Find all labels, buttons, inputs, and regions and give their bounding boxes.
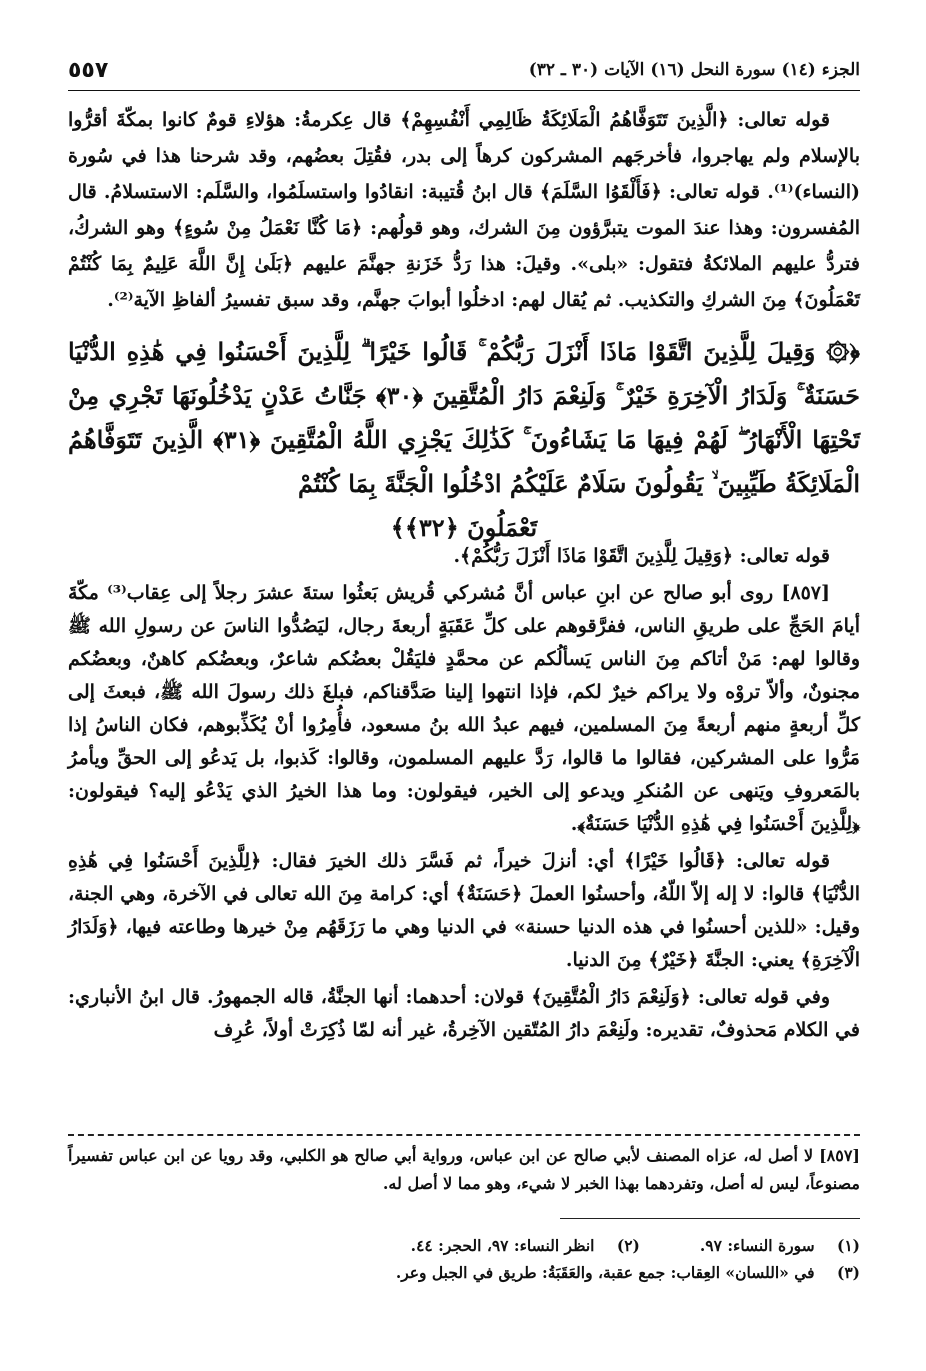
footnote-rule (560, 1218, 860, 1219)
intro-paragraph: قوله تعالى: ﴿الَّذِينَ تَتَوَفَّاهُمُ الْمَلَائِكَةُ ظَالِمِي أَنْفُسِهِمْ﴾ قال عِكرمةُ: هؤلاءِ قومٌ كانوا بمكّةَ أقرُّوا بالإسلام ولم يهاجروا، فأخرجَهم المشركون كرهاً إلى بدر، فقُتِلَ بعضُهم، وقد شرحنا هذا في سُورة (النساء)⁽¹⁾. قوله تعالى: ﴿فَأَلْقَوُا السَّلَمَ﴾ قال ابنُ قُتيبة: انقادُوا واستسلَمُوا، والسَّلَم: الاستسلامُ. قال المُفسرون: وهذا عندَ الموت يتبرَّؤون مِنَ الشرك، وهو قولُهم: ﴿مَا كُنَّا نَعْمَلُ مِنْ سُوءٍ﴾ وهو الشركُ، فتردُّ عليهم الملائكةُ فتقول: «بلى». وقيلَ: هذا رَدُّ خَزَنةِ جهنَّمَ عليهم ﴿بَلَىٰ إِنَّ اللَّهَ عَلِيمٌ بِمَا كُنْتُمْ تَعْمَلُونَ﴾ مِنَ الشركِ والتكذيب. ثم يُقال لهم: ادخلُوا أبوابَ جهنَّم، وقد سبق تفسيرُ ألفاظِ الآية⁽²⁾. (68, 109, 860, 311)
footnote-number: (١) (836, 1236, 860, 1255)
commentary-paragraph: قوله تعالى: ﴿وَقِيلَ لِلَّذِينَ اتَّقَوْا مَاذَا أَنْزَلَ رَبُّكُمْ﴾. (453, 545, 830, 567)
footnote-row (68, 1232, 860, 1259)
footnote-item (700, 1232, 860, 1259)
header-rule (68, 90, 860, 91)
page-number: ٥٥٧ (68, 58, 109, 83)
takhrij-divider (68, 1134, 860, 1136)
verses-text: ﴿۞ وَقِيلَ لِلَّذِينَ اتَّقَوْا مَاذَا أَنْزَلَ رَبُّكُمْ ۚ قَالُوا خَيْرًا ۗ لِلَّذِينَ أَحْسَنُوا فِي هَٰذِهِ الدُّنْيَا حَسَنَةٌ ۚ وَلَدَارُ الْآخِرَةِ خَيْرٌ ۚ وَلَنِعْمَ دَارُ الْمُتَّقِينَ ﴿٣٠﴾ جَنَّاتُ عَدْنٍ يَدْخُلُونَهَا تَجْرِي مِنْ تَحْتِهَا الْأَنْهَارُ ۖ لَهُمْ فِيهَا مَا يَشَاءُونَ ۚ كَذَٰلِكَ يَجْزِي اللَّهُ الْمُتَّقِينَ ﴿٣١﴾ الَّذِينَ تَتَوَفَّاهُمُ الْمَلَائِكَةُ طَيِّبِينَ ۙ يَقُولُونَ سَلَامٌ عَلَيْكُمُ ادْخُلُوا الْجَنَّةَ بِمَا كُنْتُمْ (68, 337, 861, 498)
footnote-item (411, 1232, 640, 1259)
page-header (68, 58, 860, 88)
takhrij-note: [٨٥٧] لا أصل له، عزاه المصنف لأبي صالح عن ابن عباس، ورواية أبي صالح هو الكلبي، وقد رويا عن ابن عباس تفسيراً مصنوعاً، ليس له أصل، وتفردهما بهذا الخبر لا شيء، وهو مما لا أصل له. (68, 1146, 860, 1193)
footnote-item (396, 1259, 860, 1286)
commentary-paragraph: قوله تعالى: ﴿قَالُوا خَيْرًا﴾ أي: أنزلَ خيراً، ثم فَسَّرَ ذلك الخيرَ فقال: ﴿لِلَّذِينَ أَحْسَنُوا فِي هَٰذِهِ الدُّنْيَا﴾ قالوا: لا إله إلاّ اللّهُ، وأحسنُوا العملَ ﴿حَسَنَةٌ﴾ أي: كرامة مِنَ الله تعالى في الآخرة، وهي الجنة، وقيل: «للذين أحسنُوا في هذه الدنيا حسنة» في الدنيا وهي ما رَزَقَهُم مِنْ خيرها وطاعته فيها، ﴿وَلَدَارُ الْآخِرَةِ﴾ يعني: الجنَّةَ ﴿خَيْرٌ﴾ مِنَ الدنيا. (68, 850, 860, 971)
running-title: الجزء (١٤) سورة النحل (١٦) الآيات (٣٠ ـ ٣٢) (528, 60, 860, 80)
footnote-row (68, 1259, 860, 1286)
footnote-number: (٢) (616, 1236, 640, 1255)
commentary-paragraph: وفي قوله تعالى: ﴿وَلَنِعْمَ دَارُ الْمُتَّقِينَ﴾ قولان: أحدهما: أنها الجنَّةُ، قاله الجمهورُ. قال ابنُ الأنباري: في الكلام مَحذوفٌ، تقديره: ولَنِعْمَ دارُ المُتّقين الآخِرةُ، غير أنه لمّا ذُكِرَتْ أولاً، عُرِف (68, 986, 860, 1041)
hadith-paragraph: [٨٥٧] روى أبو صالح عن ابنِ عباس أنَّ مُشركي قُريش بَعثُوا ستةَ عشرَ رجلاً إلى عِقاب⁽³⁾ مكّةَ أيامَ الحَجِّ على طريقِ الناس، ففرَّقوهم على كلِّ عَقَبَةٍ أربعةَ رجال، ليَصُدُّوا الناسَ عن رسولِ الله ﷺ وقالوا لهم: مَنْ أتاكم مِنَ الناس يَسألُكم عن محمَّدٍ فليَقُلْ بعضُكم شاعرٌ، وبعضُكم كاهنٌ، وبعضُكم مجنونٌ، وألاّ تروْه ولا يراكم خيرٌ لكم، فإذا انتهوا إلينا صَدَّقناكم، فبلغَ ذلك رسولَ الله ﷺ، فبعثَ إلى كلِّ أربعةٍ منهم أربعةً مِنَ المسلمين، فيهم عبدُ الله بنُ مسعود، فأُمِرُوا أنْ يُكَذِّبوهم، فكان الناسُ إذا مَرُّوا على المشركين، فقالوا ما قالوا، رَدَّ عليهم المسلمون، وقالوا: كَذبوا، بل يَدعُو إلى الحقِّ ويأمرُ بالمَعروفِ ويَنهى عن المُنكرِ ويدعو إلى الخير، فيقولون: وما هذا الخيرُ الذي يَدْعُو إليه؟ فيقولون: ﴿لِلَّذِينَ أَحْسَنُوا فِي هَٰذِهِ الدُّنْيَا حَسَنَةٌ﴾. (68, 582, 860, 835)
footnote-text: سورة النساء: ٩٧. (699, 1236, 815, 1255)
footnote-number: (٣) (836, 1263, 860, 1282)
footnotes (68, 1232, 860, 1286)
footnote-text: في «اللسان» العِقاب: جمع عقبة، والعَقَبَةُ: طريق في الجبل وعر. (395, 1263, 815, 1282)
verses-end: تَعْمَلُونَ ﴿٣٢﴾﴾ (390, 513, 538, 542)
footnote-text: انظر النساء: ٩٧، الحجر: ٤٤. (410, 1236, 595, 1255)
commentary-section (68, 540, 860, 1051)
intro-commentary (68, 102, 860, 324)
quran-verses-block (68, 330, 860, 550)
